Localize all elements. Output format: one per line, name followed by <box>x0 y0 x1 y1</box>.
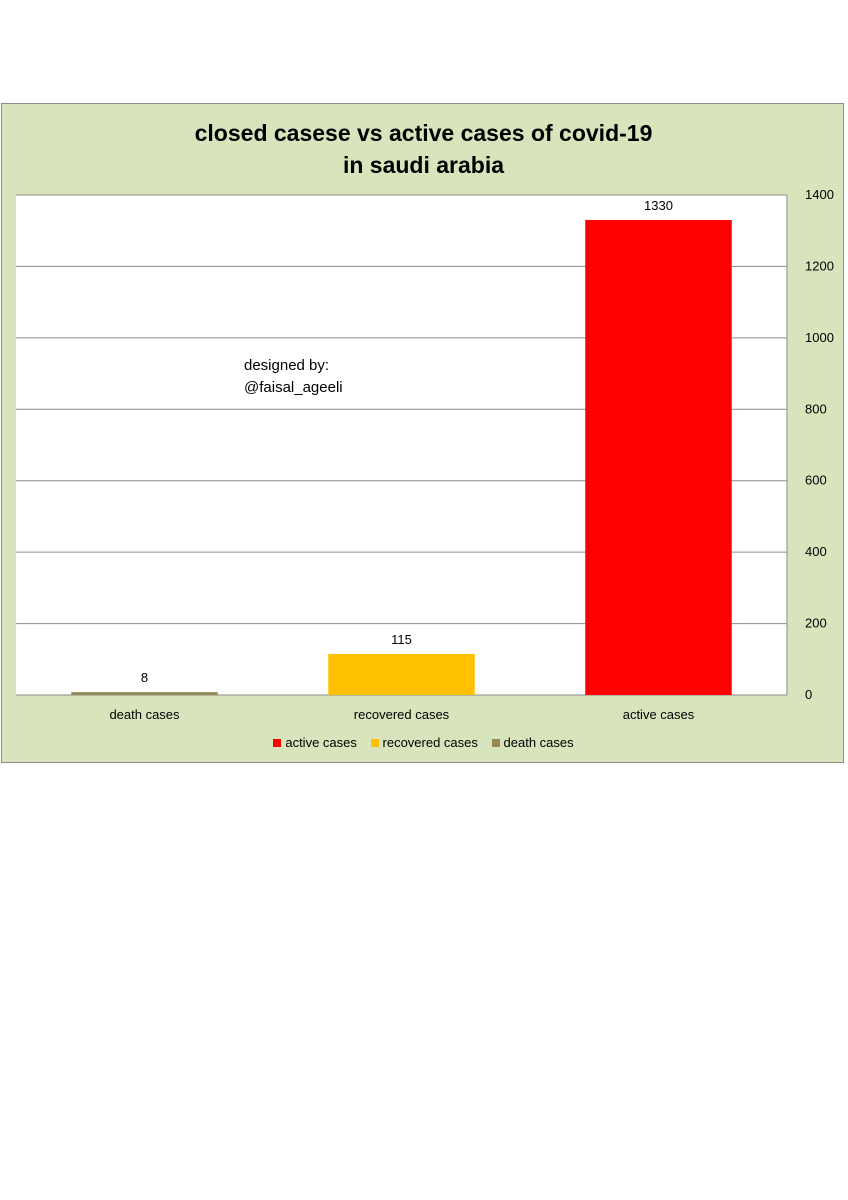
legend-swatch-death <box>492 739 500 747</box>
y-tick-label-3: 600 <box>805 472 827 488</box>
y-axis-ticks <box>805 187 834 702</box>
annotation-line-2: @faisal_ageeli <box>244 379 343 396</box>
annotation-line-1: designed by: <box>244 357 330 374</box>
chart-frame <box>1 103 844 763</box>
x-axis-ticks <box>109 707 694 722</box>
y-tick-label-4: 800 <box>805 401 827 417</box>
legend-label-death: death cases <box>503 735 574 750</box>
x-tick-label-0: death cases <box>109 707 180 722</box>
bar-recovered-cases <box>328 654 474 695</box>
legend <box>2 735 845 750</box>
bar-active-cases <box>585 220 731 695</box>
y-tick-label-1: 200 <box>805 615 827 631</box>
data-label-0: 8 <box>140 670 149 686</box>
legend-item-recovered <box>371 735 478 750</box>
legend-swatch-recovered <box>371 739 379 747</box>
legend-item-active <box>273 735 357 750</box>
y-tick-label-0: 0 <box>805 687 813 702</box>
bar-death-cases <box>71 692 217 695</box>
legend-label-recovered: recovered cases <box>382 735 478 750</box>
data-label-1: 115 <box>391 631 412 647</box>
x-tick-label-2: active cases <box>622 707 695 722</box>
y-tick-label-5: 1000 <box>805 329 834 345</box>
x-tick-label-1: recovered cases <box>353 707 450 722</box>
y-tick-label-2: 400 <box>805 544 827 560</box>
chart-title-line-2: in saudi arabia <box>342 152 505 178</box>
legend-swatch-active <box>273 739 281 747</box>
y-tick-label-7: 1400 <box>805 187 834 202</box>
y-tick-label-6: 1200 <box>805 258 834 274</box>
legend-label-active: active cases <box>285 735 357 750</box>
data-label-2: 1330 <box>644 198 673 213</box>
legend-item-death <box>492 735 574 750</box>
chart-title-line-1: closed casese vs active cases of covid-19 <box>194 120 653 146</box>
bar-chart <box>2 104 843 762</box>
